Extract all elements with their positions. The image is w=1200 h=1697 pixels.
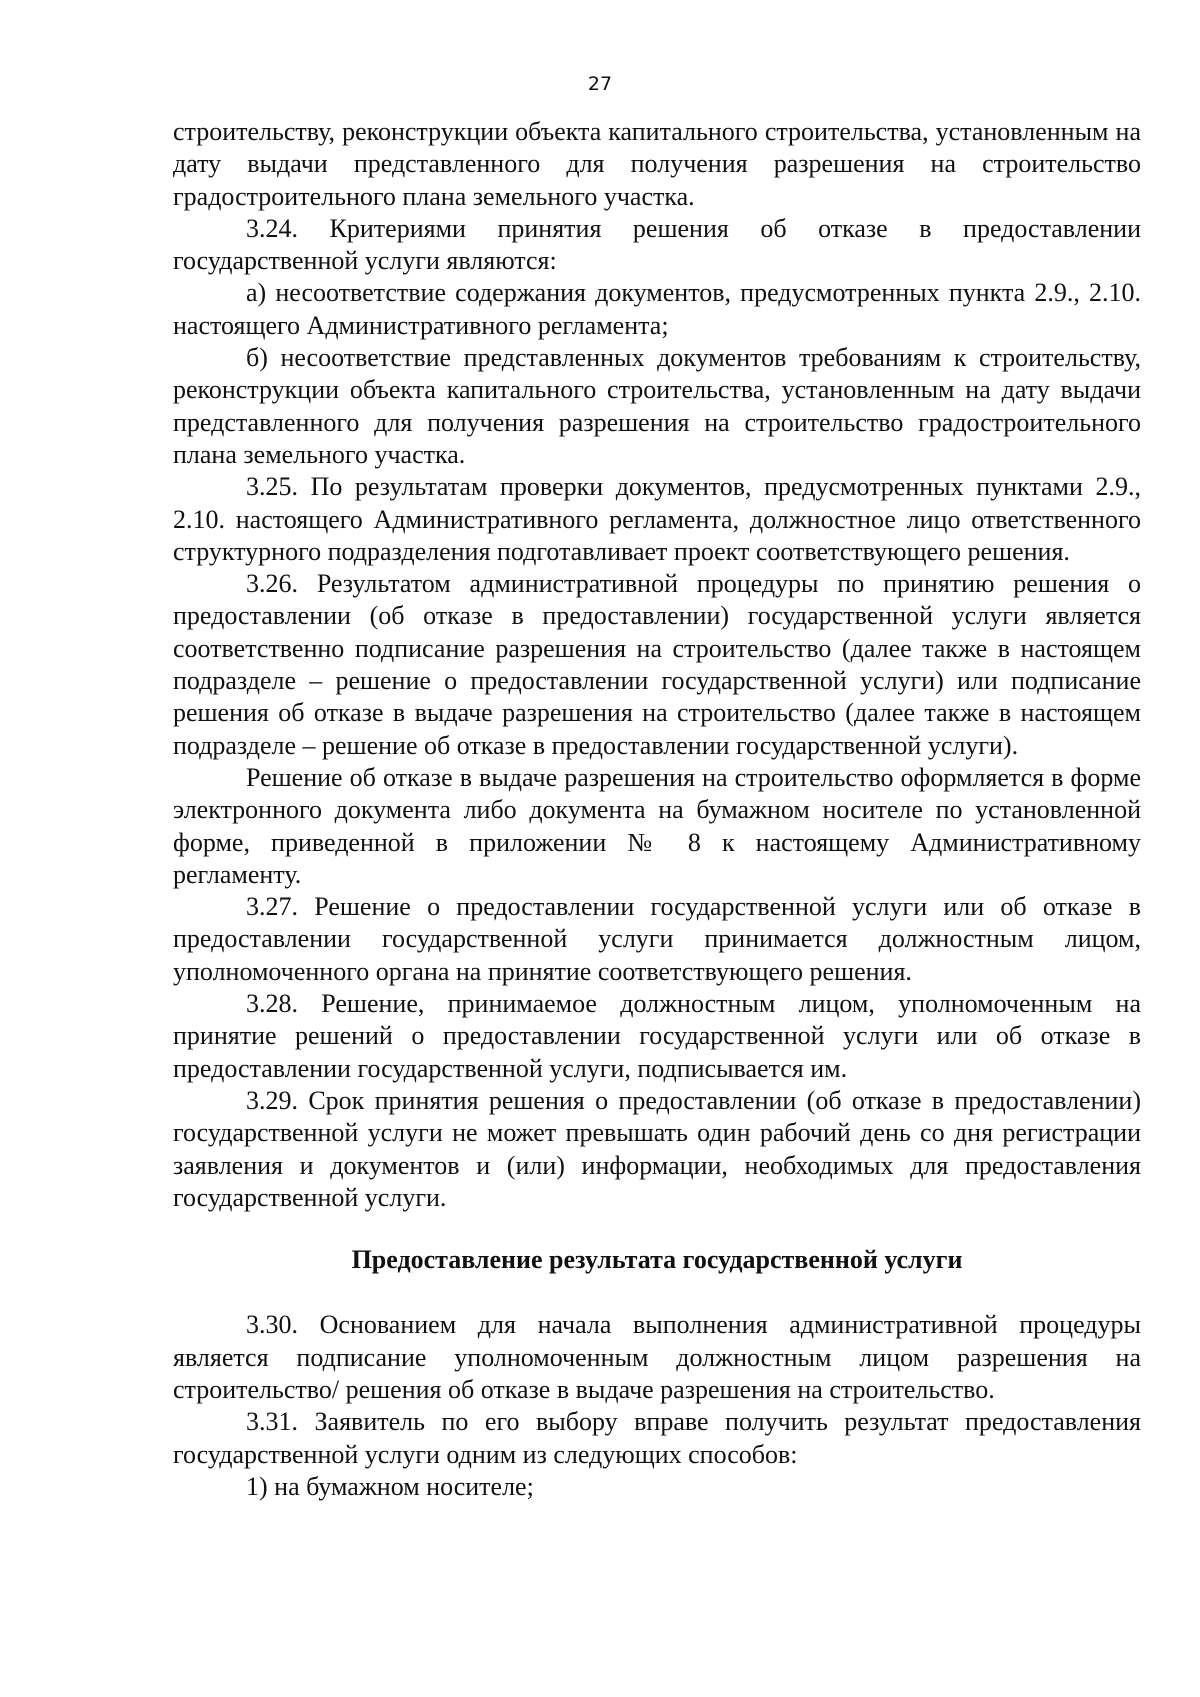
- paragraph-3-28: 3.28. Решение, принимаемое должностным лицом, уполномоченным на принятие решений о предоставлении государственной услуги или об отказе в предоставлении государственной услуги, подписывается им.: [173, 989, 1141, 1083]
- spacer: [173, 1214, 1141, 1244]
- paragraph-3-27: 3.27. Решение о предоставлении государственной услуги или об отказе в предоставлении государственной услуги принимается должностным лицом, уполномоченного органа на принятие соответствующего решения.: [173, 892, 1141, 986]
- paragraph-3-24: 3.24. Критериями принятия решения об отказе в предоставлении государственной услуги являются:: [173, 213, 1141, 276]
- paragraph-3-25: 3.25. По результатам проверки документов, предусмотренных пунктами 2.9., 2.10. настоящего Административного регламента, должностное лицо ответственного структурного подразделения подготавливает проект соответствующего решения.: [173, 472, 1141, 566]
- paragraph-continuation: строительству, реконструкции объекта капитального строительства, установленным на дату выдачи представленного для получения разрешения на строительство градостроительного плана земельного участка.: [173, 117, 1141, 211]
- page-number: 27: [587, 73, 613, 95]
- spacer: [173, 1276, 1141, 1309]
- paragraph-3-31: 3.31. Заявитель по его выбору вправе получить результат предоставления государственной услуги одним из следующих способов:: [173, 1407, 1141, 1469]
- list-item-paper: 1) на бумажном носителе;: [246, 1471, 534, 1501]
- paragraph-3-29: 3.29. Срок принятия решения о предоставлении (об отказе в предоставлении) государственной услуги не может превышать один рабочий день со дня регистрации заявления и документов и (или) информации, необходимых для предоставления государственной услуги.: [173, 1085, 1141, 1212]
- document-body: [173, 116, 1141, 1503]
- paragraph-3-24-a: а) несоответствие содержания документов, предусмотренных пункта 2.9., 2.10. настоящего Административного регламента;: [173, 278, 1141, 340]
- paragraph-3-24-b: б) несоответствие представленных документов требованиям к строительству, реконструкции объекта капитального строительства, установленным на дату выдачи представленного для получения разрешения на строительство градостроительного плана земельного участка.: [173, 343, 1141, 469]
- section-heading: Предоставление результата государственной услуги: [351, 1245, 963, 1275]
- paragraph-refusal-form: Решение об отказе в выдаче разрешения на строительство оформляется в форме электронного документа либо документа на бумажном носителе по установленной форме, приведенной в приложении № 8 к настоящему Административному регламенту.: [173, 762, 1141, 889]
- paragraph-3-26: 3.26. Результатом административной процедуры по принятию решения о предоставлении (об отказе в предоставлении) государственной услуги является соответственно подписание разрешения на строительство (далее также в настоящем подразделе – решение о предоставлении государственной услуги) или подписание решения об отказе в выдаче разрешения на строительство (далее также в настоящем подразделе – решение об отказе в предоставлении государственной услуги).: [173, 569, 1141, 760]
- paragraph-3-30: 3.30. Основанием для начала выполнения административной процедуры является подписание уполномоченным должностным лицом разрешения на строительство/ решения об отказе в выдаче разрешения на строительство.: [173, 1310, 1141, 1404]
